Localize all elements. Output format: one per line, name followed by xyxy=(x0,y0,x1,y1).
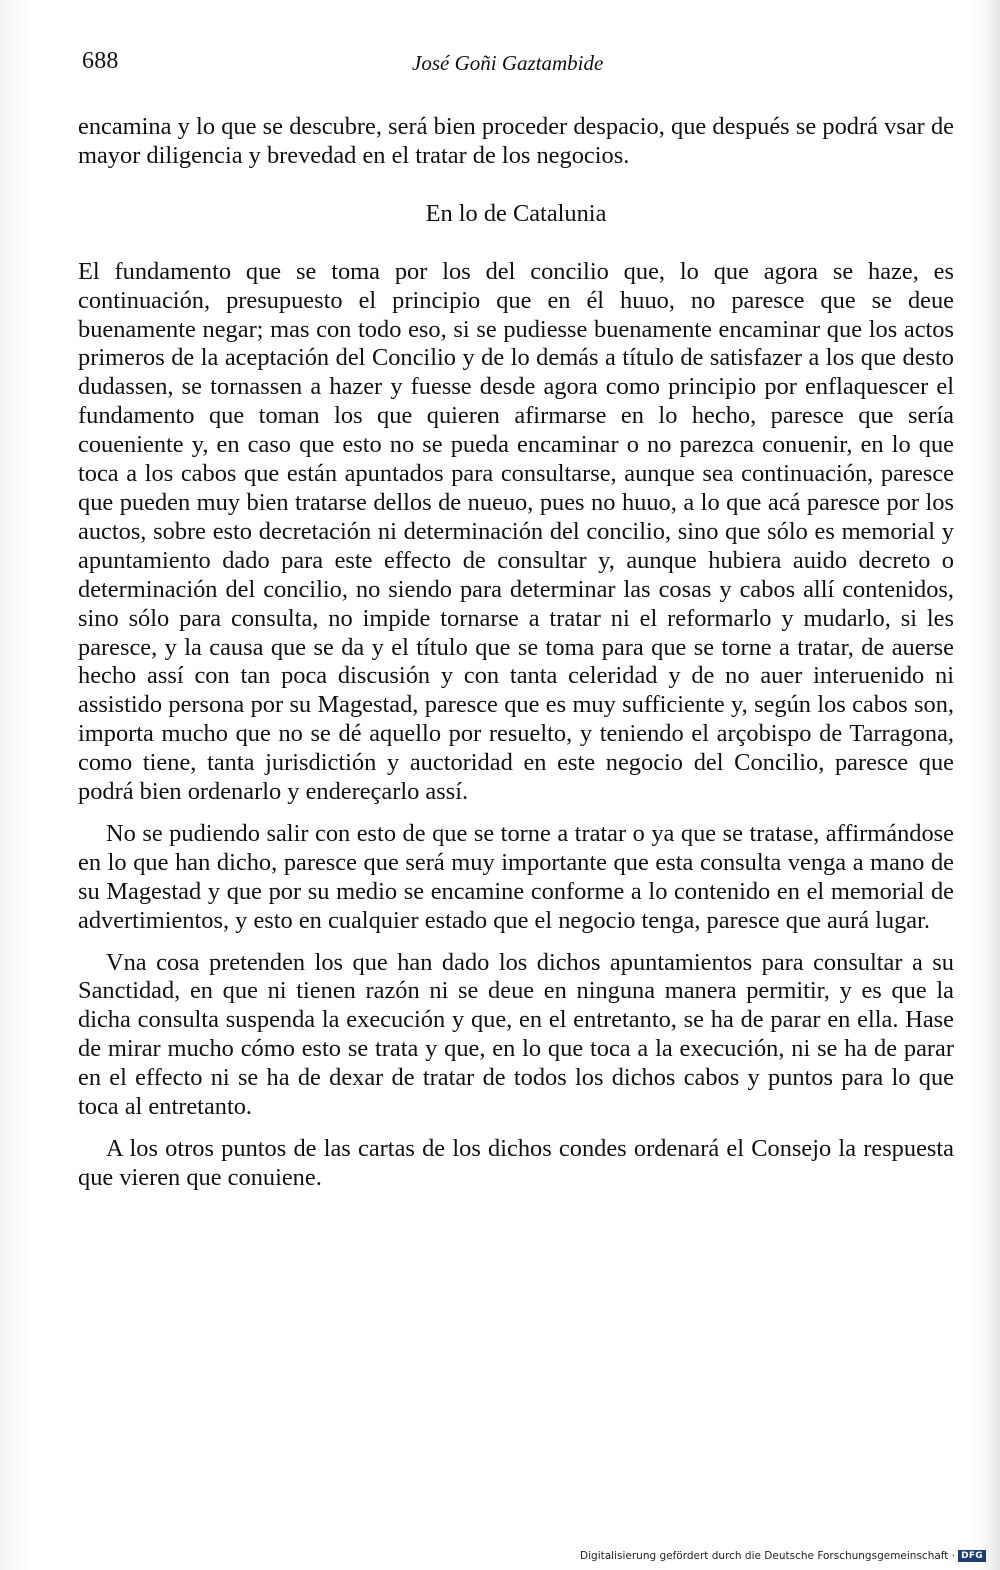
body-text xyxy=(78,113,954,1193)
section-heading: En lo de Catalunia xyxy=(425,199,607,227)
paragraph-4: A los otros puntos de las cartas de los dichos condes ordenará el Consejo la respuesta que vieren que conuiene. xyxy=(78,1135,954,1191)
page-edge-shadow xyxy=(984,0,1000,1570)
page-header xyxy=(82,48,952,84)
opening-paragraph: encamina y lo que se descubre, será bien proceder despacio, que después se podrá vsar de mayor diligencia y brevedad en el tratar de los negocios. xyxy=(78,113,954,169)
digitization-credit xyxy=(580,1550,986,1562)
dfg-logo: DFG xyxy=(958,1550,986,1562)
paragraph-3: Vna cosa pretenden los que han dado los dichos apuntamientos para consultar a su Sanctidad, en que ni tienen razón ni se deue en ninguna manera permitir, y es que la dicha consulta suspenda la execución y que, en el entretanto, se ha de parar en ella. Hase de mirar mucho cómo esto se trata y que, en lo que toca a la execución, ni se ha de parar en el effecto ni se ha de dexar de tratar de todos los dichos cabos y puntos para lo que toca al entretanto. xyxy=(78,948,954,1121)
paragraph-2: No se pudiendo salir con esto de que se torne a tratar o ya que se tratase, affirmándose en lo que han dicho, paresce que será muy importante que esta consulta venga a mano de su Magestad y que por su medio se encamine conforme a lo contenido en el memorial de advertimientos, y esto en cualquier estado que el negocio tenga, paresce que aurá lugar. xyxy=(78,819,954,934)
paragraph-1: El fundamento que se toma por los del concilio que, lo que agora se haze, es continuación, presupuesto el principio que en él huuo, no paresce que se deue buenamente negar; mas con todo eso, si se pudiesse buenamente encaminar que los actos primeros de la aceptación del Concilio y de lo demás a título de satisfazer a los que desto dudassen, se tornassen a hazer y fuesse desde agora como principio por enflaquescer el fundamento que toman los que quieren afirmarse en lo hecho, paresce que sería coueniente y, en caso que esto no se pueda encaminar o no parezca conuenir, en lo que toca a los cabos que están apuntados para consultarse, aunque sea continuación, paresce que pueden muy bien tratarse dellos de nueuo, pues no huuo, a lo que acá paresce por los auctos, sobre esto decretación ni determinación del concilio, sino que sólo es memorial y apuntamiento dado para este effecto de consultar y, aunque hubiera auido decreto o determinación del concilio, no siendo para determinar las cosas y cabos allí contenidos, sino sólo para consulta, no impide tornarse a tratar ni el reformarlo y mudarlo, si les paresce, y la causa que se da y el título que se toma para que se torne a tratar, de auerse hecho assí con tan poca discusión y con tanta celeridad y de no auer interuenido ni assistido persona por su Magestad, paresce que es muy sufficiente y, según los cabos son, importa mucho que no se dé aquello por resuelto, y teniendo el arçobispo de Tarragona, como tiene, tanta jurisdictión y auctoridad en este negocio del Concilio, paresce que podrá bien ordenarlo y endereçarlo assí. xyxy=(78,257,954,806)
credit-text: Digitalisierung gefördert durch die Deutsche Forschungsgemeinschaft · xyxy=(580,1550,956,1562)
running-head: José Goñi Gaztambide xyxy=(412,51,604,75)
page-number: 688 xyxy=(82,48,119,74)
